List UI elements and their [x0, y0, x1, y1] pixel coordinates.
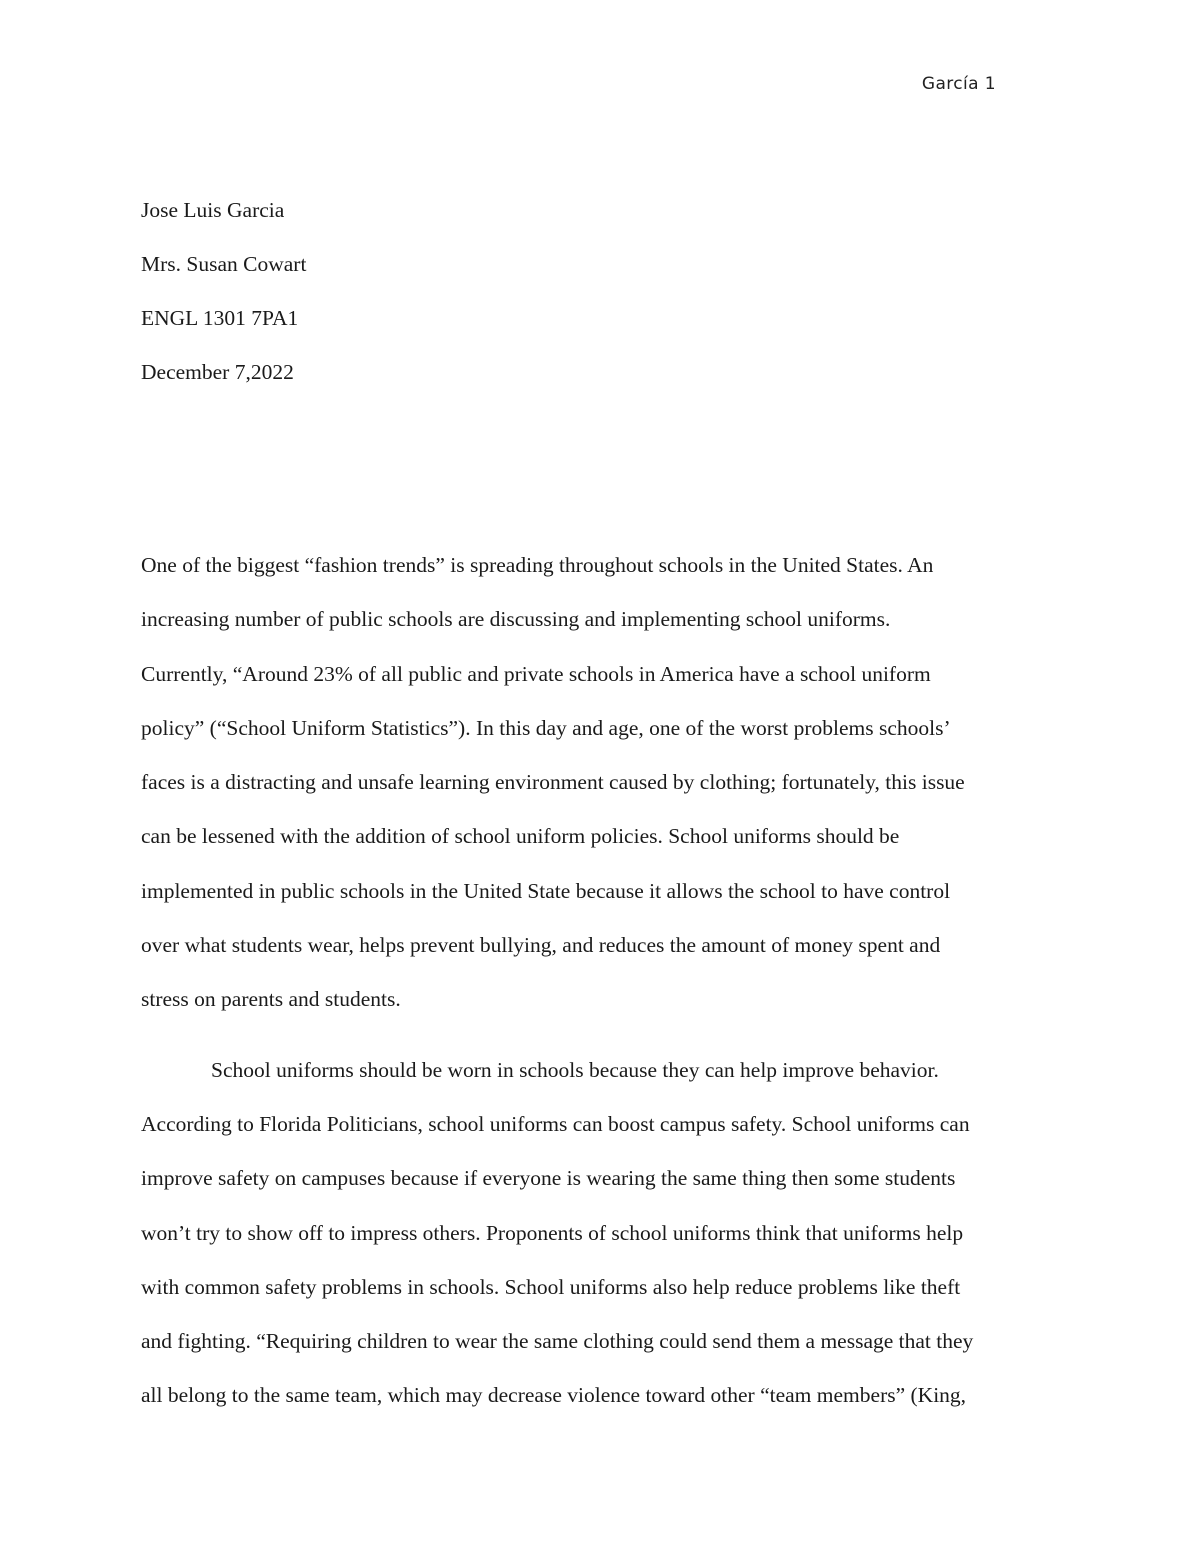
- text-line: improve safety on campuses because if everyone is wearing the same thing then some students: [141, 1166, 956, 1191]
- text-line: implemented in public schools in the United State because it allows the school to have control: [141, 878, 951, 903]
- running-header: García 1: [921, 74, 996, 94]
- text-line: over what students wear, helps prevent bullying, and reduces the amount of money spent and: [141, 933, 941, 958]
- text-line: policy” (“School Uniform Statistics”). In this day and age, one of the worst problems schools’: [141, 715, 951, 740]
- course-name: ENGL 1301 7PA1: [141, 306, 299, 330]
- text-line: School uniforms should be worn in schools because they can help improve behavior.: [211, 1057, 939, 1082]
- essay-body: [141, 538, 1066, 1423]
- text-line: can be lessened with the addition of school uniform policies. School uniforms should be: [141, 824, 900, 849]
- mla-heading: [141, 193, 306, 409]
- date: December 7,2022: [141, 360, 294, 384]
- text-line: increasing number of public schools are discussing and implementing school uniforms.: [141, 607, 891, 632]
- text-line: stress on parents and students.: [141, 987, 401, 1012]
- instructor-name: Mrs. Susan Cowart: [141, 252, 307, 276]
- text-line: faces is a distracting and unsafe learning environment caused by clothing; fortunately, this issue: [141, 770, 965, 795]
- text-line: One of the biggest “fashion trends” is spreading throughout schools in the United States. An: [141, 553, 934, 577]
- text-line: with common safety problems in schools. School uniforms also help reduce problems like theft: [141, 1274, 961, 1299]
- text-line: all belong to the same team, which may decrease violence toward other “team members” (King,: [141, 1383, 967, 1408]
- paragraph-2: [141, 1043, 1066, 1423]
- text-line: won’t try to show off to impress others. Proponents of school uniforms think that uniforms help: [141, 1220, 964, 1245]
- author-name: Jose Luis Garcia: [141, 198, 285, 222]
- paragraph-1: [141, 538, 1066, 1027]
- text-line: According to Florida Politicians, school uniforms can boost campus safety. School uniforms can: [141, 1111, 970, 1136]
- text-line: Currently, “Around 23% of all public and private schools in America have a school uniform: [141, 661, 931, 686]
- text-line: and fighting. “Requiring children to wear the same clothing could send them a message that they: [141, 1329, 974, 1354]
- paragraph-spacer: [141, 1027, 1066, 1043]
